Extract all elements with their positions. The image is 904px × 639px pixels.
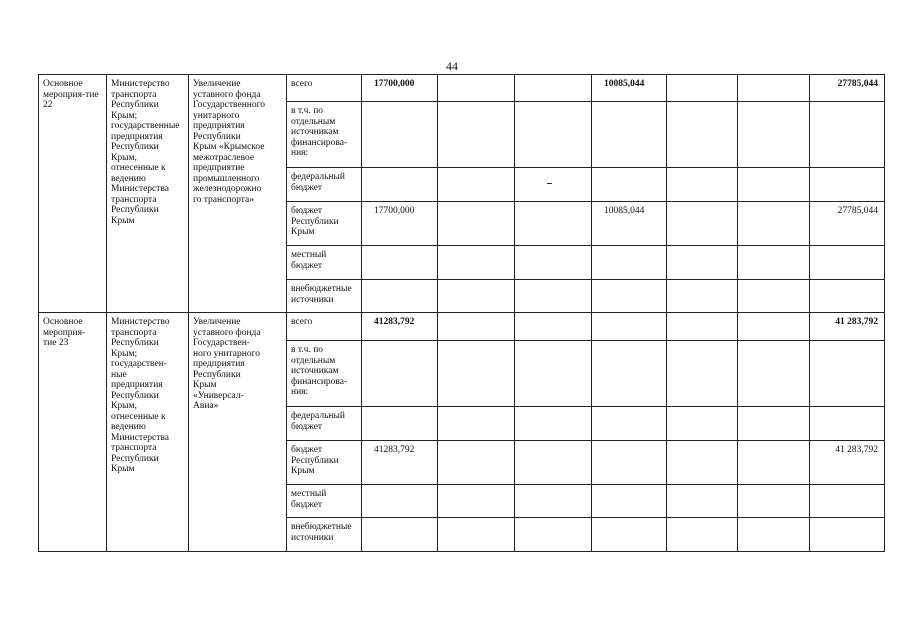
value-cell-4	[592, 341, 667, 407]
value-cell-5	[667, 518, 738, 552]
value-cell-6	[738, 168, 810, 202]
value-cell-6	[738, 485, 810, 518]
value-cell-3	[515, 407, 592, 441]
total-cell: 41 283,792	[810, 441, 885, 485]
value-cell-4	[592, 485, 667, 518]
value-cell-1	[362, 485, 438, 518]
value-cell-4	[592, 168, 667, 202]
value-cell-4	[592, 313, 667, 341]
value-cell-5	[667, 407, 738, 441]
page-number: 44	[446, 59, 458, 73]
value-cell-2	[438, 341, 515, 407]
value-cell-2	[438, 75, 515, 102]
value-cell-6	[738, 202, 810, 246]
value-cell-2	[438, 168, 515, 202]
value-cell-3	[515, 202, 592, 246]
source-cell: местный бюджет	[287, 246, 362, 280]
total-cell: 41 283,792	[810, 313, 885, 341]
executor-cell: Министерство транспорта Республики Крым; государственные предприятия Республики Крым, отнесенные к ведению Министерства транспорта Республики Крым	[107, 75, 189, 313]
value-cell-2	[438, 407, 515, 441]
value-cell-2	[438, 441, 515, 485]
value-cell-5	[667, 168, 738, 202]
value-cell-6	[738, 313, 810, 341]
table-row	[39, 313, 885, 341]
value-cell-5	[667, 313, 738, 341]
value-cell-4	[592, 407, 667, 441]
total-cell	[810, 518, 885, 552]
activity-cell: Основное мероприя-тие 22	[39, 75, 107, 313]
value-cell-5	[667, 485, 738, 518]
value-cell-2	[438, 518, 515, 552]
total-cell	[810, 246, 885, 280]
value-cell-2	[438, 202, 515, 246]
total-cell: 27785,044	[810, 202, 885, 246]
value-cell-1	[362, 280, 438, 313]
value-cell-4	[592, 441, 667, 485]
value-cell-5	[667, 202, 738, 246]
value-cell-4	[592, 280, 667, 313]
source-cell: местный бюджет	[287, 485, 362, 518]
total-cell	[810, 341, 885, 407]
value-cell-6	[738, 341, 810, 407]
value-cell-3	[515, 518, 592, 552]
value-cell-1: 17700,000	[362, 202, 438, 246]
value-cell-3	[515, 280, 592, 313]
value-cell-5	[667, 280, 738, 313]
value-cell-1	[362, 168, 438, 202]
value-cell-5	[667, 246, 738, 280]
value-cell-6	[738, 280, 810, 313]
value-cell-3	[515, 75, 592, 102]
activity-cell: Основное мероприя- тие 23	[39, 313, 107, 552]
total-cell	[810, 407, 885, 441]
executor-cell: Министерство транспорта Республики Крым; государствен- ные предприятия Республики Крым, отнесенные к ведению Министерства транспорта Республики Крым	[107, 313, 189, 552]
value-cell-3	[515, 246, 592, 280]
value-cell-3	[515, 102, 592, 168]
dash-mark	[547, 183, 552, 184]
value-cell-5	[667, 75, 738, 102]
description-cell: Увеличение уставного фонда Государствен- ного унитарного предприятия Республики Крым «Универсал- Авиа»	[189, 313, 287, 552]
total-cell	[810, 485, 885, 518]
total-cell	[810, 102, 885, 168]
value-cell-6	[738, 518, 810, 552]
value-cell-2	[438, 246, 515, 280]
value-cell-1: 17700,000	[362, 75, 438, 102]
value-cell-1	[362, 341, 438, 407]
value-cell-1: 41283,792	[362, 313, 438, 341]
source-cell: в т.ч. по отдельным источникам финансирова- ния:	[287, 341, 362, 407]
total-cell: 27785,044	[810, 75, 885, 102]
value-cell-6	[738, 407, 810, 441]
value-cell-5	[667, 102, 738, 168]
source-cell: внебюджетные источники	[287, 280, 362, 313]
value-cell-3	[515, 168, 592, 202]
source-cell: бюджет Республики Крым	[287, 202, 362, 246]
value-cell-6	[738, 75, 810, 102]
source-cell: бюджет Республики Крым	[287, 441, 362, 485]
value-cell-1	[362, 102, 438, 168]
value-cell-5	[667, 341, 738, 407]
source-cell: федеральный бюджет	[287, 168, 362, 202]
source-cell: внебюджетные источники	[287, 518, 362, 552]
value-cell-3	[515, 313, 592, 341]
value-cell-4: 10085,044	[592, 202, 667, 246]
value-cell-1	[362, 407, 438, 441]
value-cell-6	[738, 441, 810, 485]
value-cell-6	[738, 246, 810, 280]
value-cell-2	[438, 313, 515, 341]
value-cell-4: 10085,044	[592, 75, 667, 102]
value-cell-2	[438, 280, 515, 313]
value-cell-3	[515, 341, 592, 407]
value-cell-3	[515, 441, 592, 485]
value-cell-1: 41283,792	[362, 441, 438, 485]
table-row	[39, 75, 885, 102]
description-cell: Увеличение уставного фонда Государственного унитарного предприятия Республики Крым «Крымское межотраслевое предприятие промышленного железнодорожно го транспорта»	[189, 75, 287, 313]
source-cell: всего	[287, 75, 362, 102]
total-cell	[810, 168, 885, 202]
value-cell-6	[738, 102, 810, 168]
total-cell	[810, 280, 885, 313]
value-cell-4	[592, 518, 667, 552]
source-cell: в т.ч. по отдельным источникам финансирова- ния:	[287, 102, 362, 168]
value-cell-3	[515, 485, 592, 518]
value-cell-1	[362, 246, 438, 280]
funding-table	[38, 74, 885, 552]
value-cell-4	[592, 246, 667, 280]
source-cell: всего	[287, 313, 362, 341]
value-cell-2	[438, 485, 515, 518]
value-cell-5	[667, 441, 738, 485]
value-cell-4	[592, 102, 667, 168]
value-cell-1	[362, 518, 438, 552]
source-cell: федеральный бюджет	[287, 407, 362, 441]
value-cell-2	[438, 102, 515, 168]
